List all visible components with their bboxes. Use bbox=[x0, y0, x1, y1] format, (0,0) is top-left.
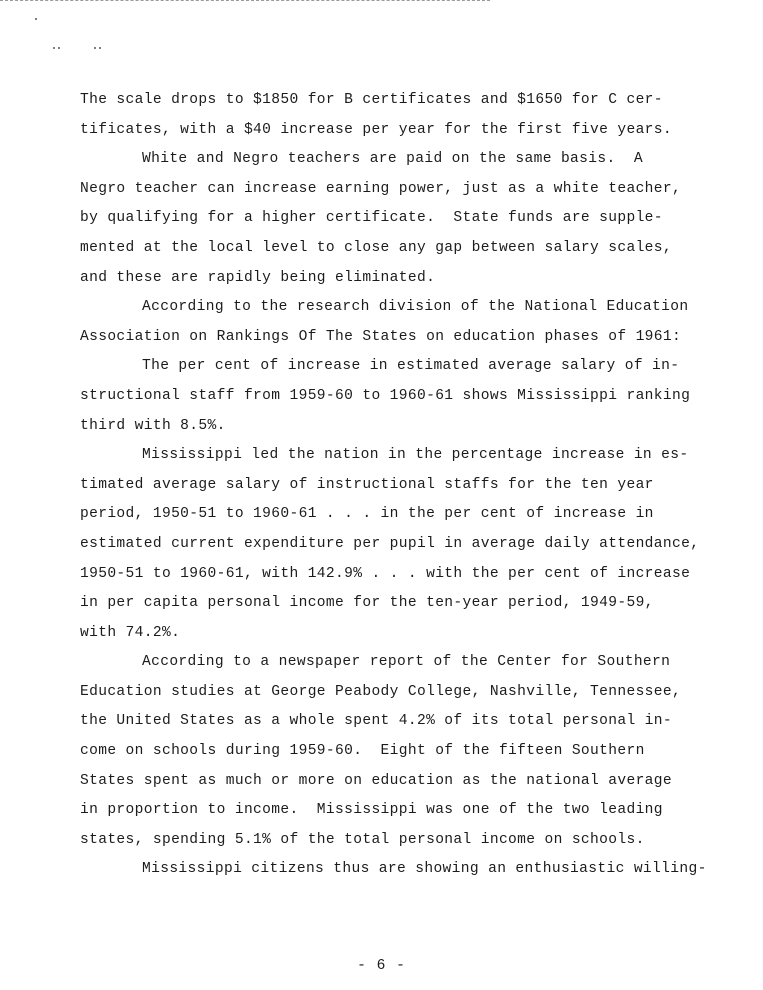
paragraph-start-line: The per cent of increase in estimated average salary of in- bbox=[142, 358, 680, 375]
scan-speck bbox=[53, 47, 55, 49]
text-line: 1950-51 to 1960-61, with 142.9% . . . with the per cent of increase bbox=[80, 565, 691, 582]
scan-speck bbox=[99, 47, 101, 49]
text-line: by qualifying for a higher certificate. State funds are supple- bbox=[80, 210, 663, 227]
text-line: states, spending 5.1% of the total personal income on schools. bbox=[80, 831, 645, 848]
text-line: period, 1950-51 to 1960-61 . . . in the per cent of increase in bbox=[80, 506, 654, 523]
paragraph-start-line: Mississippi led the nation in the percentage increase in es- bbox=[142, 447, 689, 464]
text-line: and these are rapidly being eliminated. bbox=[80, 269, 436, 286]
scan-speck bbox=[94, 47, 96, 49]
body-text bbox=[80, 86, 707, 885]
text-line: States spent as much or more on education as the national average bbox=[80, 772, 672, 789]
paragraph-start-line: White and Negro teachers are paid on the same basis. A bbox=[142, 151, 643, 168]
page-number: - 6 - bbox=[357, 958, 406, 974]
paragraph-start-line: Mississippi citizens thus are showing an enthusiastic willing- bbox=[142, 861, 707, 878]
text-line: mented at the local level to close any gap between salary scales, bbox=[80, 239, 672, 256]
text-line: in proportion to income. Mississippi was one of the two leading bbox=[80, 802, 663, 819]
text-line: estimated current expenditure per pupil in average daily attendance, bbox=[80, 535, 700, 552]
text-line: timated average salary of instructional staffs for the ten year bbox=[80, 476, 654, 493]
text-line: tificates, with a $40 increase per year for the first five years. bbox=[80, 121, 672, 138]
text-line: in per capita personal income for the ten-year period, 1949-59, bbox=[80, 595, 654, 612]
text-line: The scale drops to $1850 for B certificates and $1650 for C cer- bbox=[80, 92, 663, 108]
text-line: Association on Rankings Of The States on education phases of 1961: bbox=[80, 328, 682, 345]
text-line: third with 8.5%. bbox=[80, 417, 226, 434]
text-line: with 74.2%. bbox=[80, 624, 181, 641]
text-line: Education studies at George Peabody College, Nashville, Tennessee, bbox=[80, 683, 682, 700]
text-line: the United States as a whole spent 4.2% of its total personal in- bbox=[80, 713, 672, 730]
text-line: Negro teacher can increase earning power, just as a white teacher, bbox=[80, 180, 682, 197]
paragraph-start-line: According to a newspaper report of the Center for Southern bbox=[142, 654, 671, 671]
scan-speck bbox=[58, 47, 60, 49]
top-edge-rule bbox=[0, 0, 490, 1]
scan-speck bbox=[35, 18, 37, 20]
paragraph-start-line: According to the research division of the National Education bbox=[142, 299, 689, 316]
text-line: structional staff from 1959-60 to 1960-61 shows Mississippi ranking bbox=[80, 387, 691, 404]
text-line: come on schools during 1959-60. Eight of the fifteen Southern bbox=[80, 743, 645, 760]
